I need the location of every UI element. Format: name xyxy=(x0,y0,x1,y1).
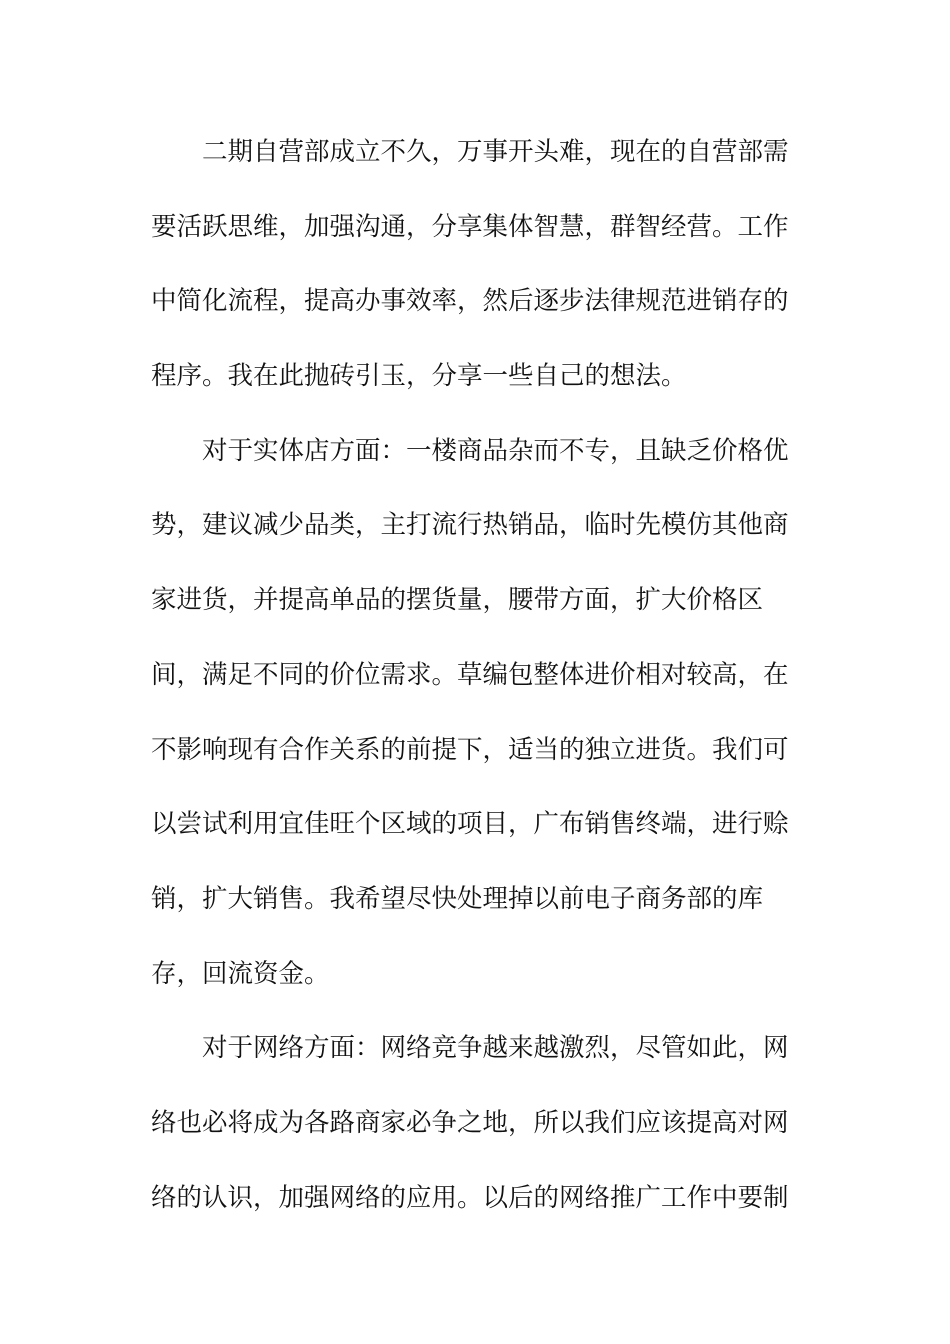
text-line: 络也必将成为各路商家必争之地，所以我们应该提高对网 xyxy=(151,1107,789,1138)
text-line: 中简化流程，提高办事效率，然后逐步法律规范进销存的 xyxy=(151,286,789,317)
text-line: 络的认识，加强网络的应用。以后的网络推广工作中要制 xyxy=(151,1182,789,1213)
text-line: 对于实体店方面：一楼商品杂而不专，且缺乏价格优 xyxy=(202,435,789,466)
text-line: 二期自营部成立不久，万事开头难，现在的自营部需 xyxy=(202,137,789,167)
paragraph-1 xyxy=(151,128,791,427)
text-line: 对于网络方面：网络竞争越来越激烈，尽管如此，网 xyxy=(202,1033,789,1064)
text-line: 程序。我在此抛砖引玉，分享一些自己的想法。 xyxy=(151,361,687,392)
text-line: 间，满足不同的价位需求。草编包整体进价相对较高，在 xyxy=(151,659,789,690)
paragraph-2 xyxy=(151,427,791,1025)
document-body xyxy=(151,128,791,1248)
text-line: 不影响现有合作关系的前提下，适当的独立进货。我们可 xyxy=(151,734,789,765)
text-line: 以尝试利用宜佳旺个区域的项目，广布销售终端，进行赊 xyxy=(151,809,789,840)
text-line: 要活跃思维，加强沟通，分享集体智慧，群智经营。工作 xyxy=(151,211,789,242)
text-line: 家进货，并提高单品的摆货量，腰带方面，扩大价格区 xyxy=(151,585,764,616)
text-line: 存，回流资金。 xyxy=(151,958,330,989)
text-line: 势，建议减少品类，主打流行热销品，临时先模仿其他商 xyxy=(151,510,789,541)
text-line: 销，扩大销售。我希望尽快处理掉以前电子商务部的库 xyxy=(151,883,764,914)
paragraph-3 xyxy=(151,1024,791,1248)
